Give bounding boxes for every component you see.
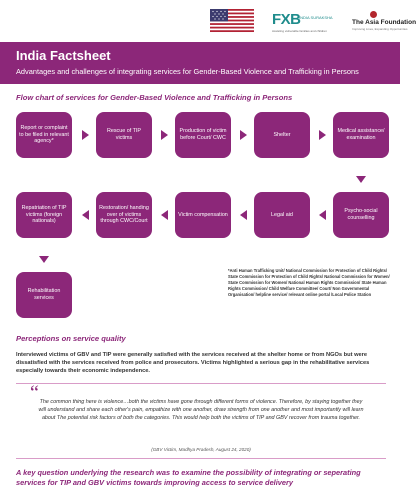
asia-foundation-logo (348, 11, 416, 35)
perceptions-heading: Perceptions on service quality (16, 334, 126, 343)
flow-arrow-right (240, 130, 247, 140)
flow-chart-heading: Flow chart of services for Gender-Based Violence and Trafficking in Persons (16, 93, 293, 102)
flow-footnote: *Anti Human Trafficking Unit/ National Commission for Protection of Child Rights/ State Commission for Protection of Child Rights/ National Commission for Women/ State Commission for Women/ National Human Rights Commission/ State Human Rights Commission/ Child Welfare Committee/ Court/ Non Governmental Organisation/ helpline service/ relevant online portal /Local Police Station (228, 268, 390, 297)
fxb-logo (272, 11, 342, 35)
flow-node-psycho-social: Psycho-social counselling (333, 192, 389, 238)
flow-arrow-down (39, 256, 49, 263)
flow-arrow-right (161, 130, 168, 140)
fxb-logo-subtitle: INDIA SURAKSHA (299, 15, 333, 20)
flow-node-compensation: Victim compensation (175, 192, 231, 238)
asia-foundation-name: The Asia Foundation (352, 19, 416, 26)
victim-quote: The common thing here is violence…both the victims have gone through different forms of violence. Therefore, by staying together they will understand and share each other's pain, empathize with one another, draw strength from one another and most importantly will learn about The potential risk factors of both the categories. This would help both the victims of TIP and GBV recover from trauma together. (38, 399, 364, 421)
asia-foundation-tagline: Improving Lives, Expanding Opportunities (352, 27, 408, 31)
key-question-text: A key question underlying the research was to examine the possibility of integrating or seperating services for TIP and GBV victims towards improving access to service delivery (16, 468, 361, 487)
flow-node-legal-aid: Legal aid (254, 192, 310, 238)
flow-arrow-right (82, 130, 89, 140)
flow-node-medical: Medical assistance/ examination (333, 112, 389, 158)
asia-foundation-emblem-icon (370, 11, 377, 18)
page-title: India Factsheet (16, 48, 111, 63)
flow-node-repatriation: Repatriation of TIP victims (foreign nationals) (16, 192, 72, 238)
title-banner (0, 42, 400, 84)
flow-arrow-left (82, 210, 89, 220)
flow-arrow-left (161, 210, 168, 220)
flow-node-shelter: Shelter (254, 112, 310, 158)
fxb-logo-mark: FXB (272, 11, 301, 28)
header-logos (0, 0, 416, 40)
us-flag-icon (210, 9, 254, 32)
flow-arrow-left (319, 210, 326, 220)
quote-block (16, 383, 386, 459)
flow-node-rescue: Rescue of TIP victims (96, 112, 152, 158)
fxb-logo-tagline: Assisting vulnerable families and children (272, 29, 327, 33)
page-subtitle: Advantages and challenges of integrating services for Gender-Based Violence and Trafficking in Persons (16, 67, 359, 76)
flow-arrow-left (240, 210, 247, 220)
quote-citation: (GBV Victim, Madhya Pradesh, August 24, 2020) (151, 447, 251, 452)
flow-node-restoration: Restoration/ handing over of victims through CWC/Court (96, 192, 152, 238)
flow-node-rehabilitation: Rehabilitation services (16, 272, 72, 318)
flow-node-report: Report or complaint to be filed in relevant agency* (16, 112, 72, 158)
quote-mark-icon: “ (30, 382, 39, 404)
perceptions-paragraph: Interviewed victims of GBV and TIP were generally satisfied with the services received at the shelter home or from NGOs but were dissatisfied with the services received from police and prosecutors. Victims highlighted a serious gap in the rehabilitative services especially towards their economic independence. (16, 352, 370, 374)
flow-node-production: Production of victim before Court/ CWC (175, 112, 231, 158)
flow-arrow-right (319, 130, 326, 140)
flow-arrow-down (356, 176, 366, 183)
